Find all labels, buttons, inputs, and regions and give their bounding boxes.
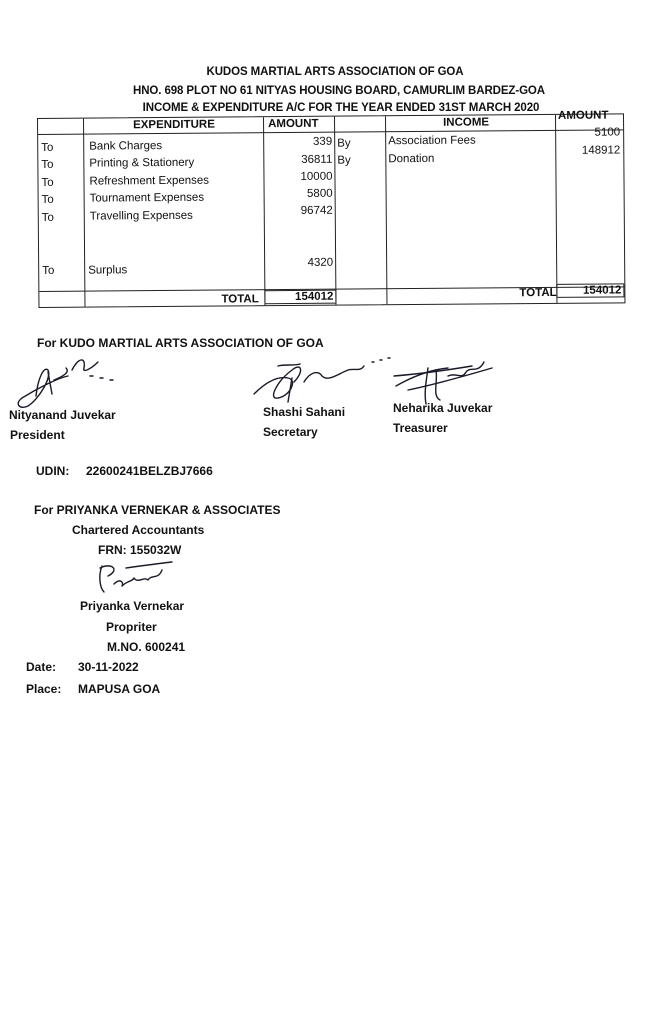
treasurer-name: Neharika Juvekar	[393, 401, 493, 415]
income-amount: 148912	[581, 144, 621, 157]
association-for-line: For KUDO MARTIAL ARTS ASSOCIATION OF GOA	[37, 336, 324, 350]
inc-amount-header: AMOUNT	[557, 109, 609, 122]
expense-item: Bank Charges	[89, 140, 163, 153]
date-value: 30-11-2022	[78, 660, 139, 674]
row-prefix: To	[41, 176, 54, 189]
row-prefix: To	[42, 264, 55, 277]
auditor-frn: FRN: 155032W	[98, 543, 182, 557]
expense-item: Printing & Stationery	[89, 156, 195, 170]
auditor-signature	[92, 558, 182, 598]
income-amount: 5100	[594, 126, 621, 139]
date-label: Date:	[26, 660, 57, 674]
exp-total-amount: 154012	[264, 290, 336, 305]
expense-item: Refreshment Expenses	[89, 174, 210, 188]
income-item: Donation	[388, 152, 435, 166]
exp-total-label: TOTAL	[221, 293, 259, 306]
row-prefix: To	[41, 158, 54, 171]
expense-item: Travelling Expenses	[89, 209, 193, 223]
udin-label: UDIN:	[36, 464, 70, 478]
secretary-name: Shashi Sahani	[263, 405, 346, 419]
auditor-mno: M.NO. 600241	[107, 640, 186, 654]
place-label: Place:	[26, 682, 62, 696]
statement-title: INCOME & EXPENDITURE A/C FOR THE YEAR ENDED 31ST MARCH 2020	[142, 102, 540, 114]
org-address: HNO. 698 PLOT NO 61 NITYAS HOUSING BOARD, CAMURLIM BARDEZ-GOA	[133, 85, 545, 97]
income-expenditure-table	[37, 109, 625, 308]
president-title: President	[10, 428, 65, 442]
udin-value: 22600241BELZBJ7666	[86, 464, 213, 478]
place-value: MAPUSA GOA	[78, 682, 161, 696]
row-prefix: By	[337, 154, 351, 167]
expense-amount: 36811	[301, 153, 333, 166]
treasurer-title: Treasurer	[393, 421, 448, 435]
auditor-firm-type: Chartered Accountants	[72, 523, 205, 537]
president-name: Nityanand Juvekar	[9, 408, 116, 422]
row-prefix: By	[337, 137, 351, 150]
secretary-signature	[248, 352, 398, 408]
expense-amount: 10000	[300, 170, 333, 183]
expense-amount: 339	[312, 135, 333, 148]
row-prefix: To	[41, 141, 54, 154]
row-prefix: To	[41, 211, 54, 224]
expenditure-header: EXPENDITURE	[133, 118, 215, 132]
income-item: Association Fees	[388, 134, 476, 148]
income-header: INCOME	[443, 116, 490, 129]
auditor-for-line: For PRIYANKA VERNEKAR & ASSOCIATES	[34, 503, 281, 517]
inc-total-label: TOTAL	[519, 286, 557, 300]
secretary-title: Secretary	[263, 425, 318, 439]
auditor-title: Propriter	[106, 620, 157, 634]
row-prefix: To	[41, 193, 54, 206]
exp-amount-header: AMOUNT	[268, 117, 319, 131]
org-name: KUDOS MARTIAL ARTS ASSOCIATION OF GOA	[206, 66, 464, 78]
expense-item: Tournament Expenses	[89, 191, 205, 205]
expense-amount: 4320	[307, 256, 334, 269]
expense-amount: 96742	[300, 204, 333, 217]
expense-item: Surplus	[88, 264, 128, 277]
inc-total-amount: 154012	[556, 283, 624, 298]
auditor-name: Priyanka Vernekar	[80, 599, 185, 613]
expense-amount: 5800	[306, 187, 333, 200]
